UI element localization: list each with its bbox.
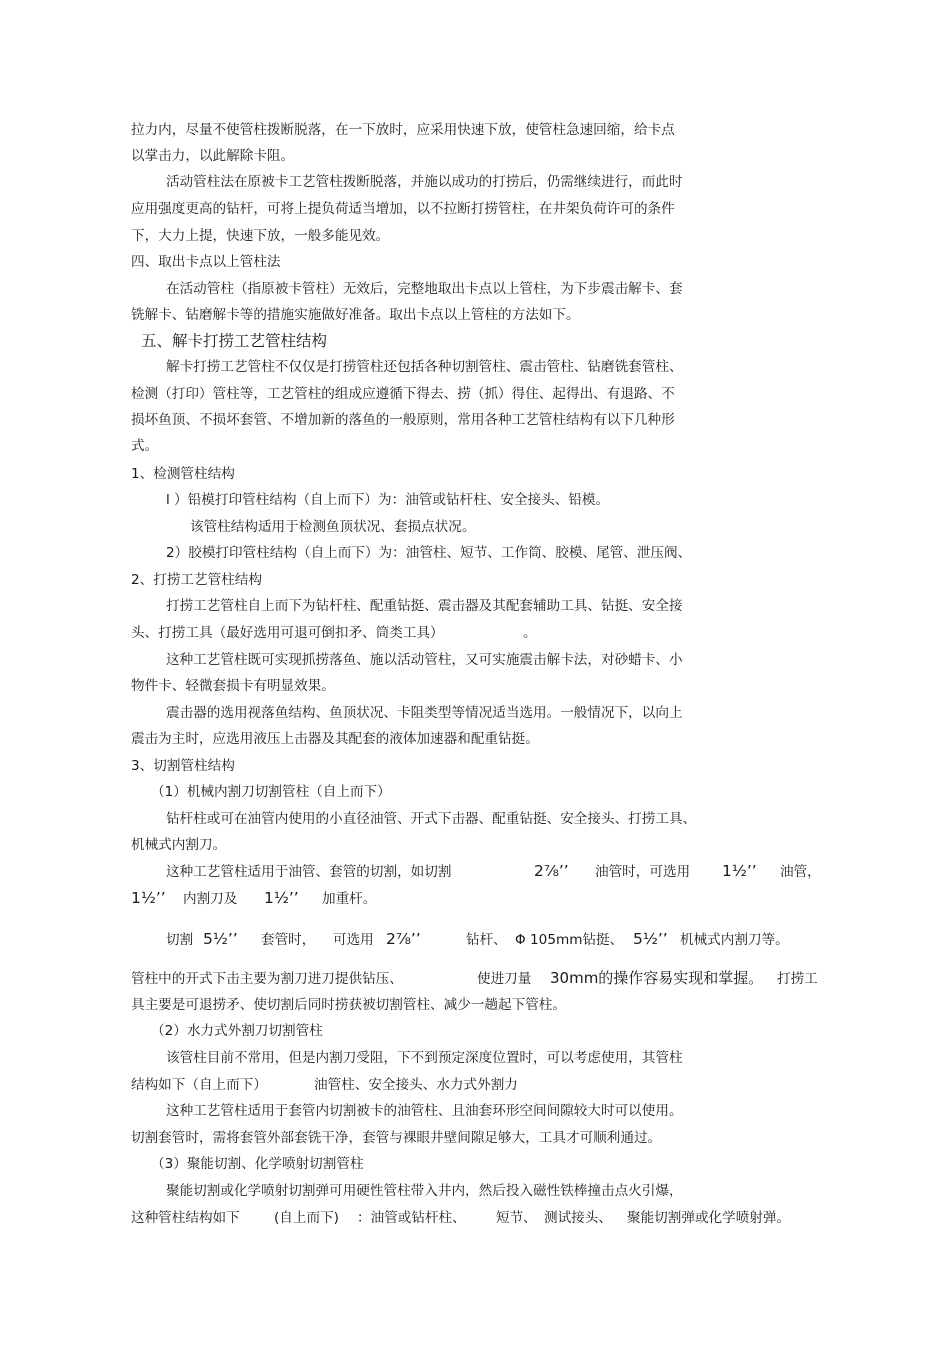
- fraction-value: 1½’’: [131, 889, 166, 907]
- text-line: 内割刀及: [183, 891, 238, 907]
- text-line: 打捞工: [777, 971, 818, 987]
- text-line: 可选用: [333, 932, 374, 948]
- text-line: 使进刀量: [477, 971, 532, 987]
- text-line: 应用强度更高的钻杆，可将上提负荷适当增加，以不拉断打捞管柱，在井架负荷许可的条件: [131, 201, 675, 217]
- text-line: （3）聚能切割、化学喷射切割管柱: [151, 1156, 364, 1172]
- text-line: 该管柱结构适用于检测鱼顶状况、套损点状况。: [190, 519, 476, 535]
- text-line: 2）胶模打印管柱结构（自上而下）为：油管柱、短节、工作筒、胶模、尾管、泄压阀、: [166, 545, 692, 561]
- text-line: 物件卡、轻微套损卡有明显效果。: [131, 678, 335, 694]
- text-line: Φ 105mm钻挺、: [515, 932, 624, 948]
- text-line: 该管柱目前不常用，但是内割刀受阻，下不到预定深度位置时，可以考虑使用，其管柱: [166, 1050, 683, 1066]
- fraction-value: 2⅞’’: [386, 930, 421, 948]
- text-line: （1）机械内割刀切割管柱（自上而下）: [151, 784, 391, 800]
- subsection-heading: 1、检测管柱结构: [131, 466, 235, 482]
- text-line: 30mm的操作容易实现和掌握。: [550, 969, 764, 987]
- text-line: 管柱中的开式下击主要为割刀进刀提供钻压、: [131, 971, 403, 987]
- text-line: （2）水力式外割刀切割管柱: [151, 1023, 323, 1039]
- text-line: 聚能切割弹或化学喷射弹。: [627, 1210, 791, 1226]
- section-heading: 四、取出卡点以上管柱法: [131, 254, 281, 270]
- text-line: 具主要是可退捞矛、使切割后同时捞获被切割管柱、减少一趟起下管柱。: [131, 997, 566, 1013]
- text-line: 检测（打印）管柱等，工艺管柱的组成应遵循下得去、捞（抓）得住、起得出、有退路、不: [131, 386, 675, 402]
- fraction-value: 2⅞’’: [534, 862, 569, 880]
- text-line: 以掌击力，以此解除卡阻。: [131, 148, 295, 164]
- text-line: 头、打捞工具（最好选用可退可倒扣矛、筒类工具）: [131, 625, 444, 641]
- fraction-value: 1½’’: [264, 889, 299, 907]
- text-line: 解卡打捞工艺管柱不仅仅是打捞管柱还包括各种切割管柱、震击管柱、钻磨铣套管柱、: [166, 359, 683, 375]
- text-line: 这种工艺管柱适用于套管内切割被卡的油管柱、且油套环形空间间隙较大时可以使用。: [166, 1103, 683, 1119]
- text-line: ：油管或钻杆柱、: [357, 1210, 466, 1226]
- text-line: 损坏鱼顶、不损坏套管、不增加新的落鱼的一般原则，常用各种工艺管柱结构有以下几种形: [131, 412, 675, 428]
- fraction-value: 1½’’: [722, 862, 757, 880]
- text-line: 加重杆。: [322, 891, 377, 907]
- text-line: 机械式内割刀。: [131, 837, 227, 853]
- text-line: 这种管柱结构如下: [131, 1210, 240, 1226]
- text-line: (自上而下): [274, 1210, 339, 1226]
- text-line: 短节、: [496, 1210, 537, 1226]
- fraction-value: 5½’’: [633, 930, 668, 948]
- text-line: 震击器的选用视落鱼结构、鱼顶状况、卡阻类型等情况适当选用。一般情况下，以向上: [166, 705, 683, 721]
- text-line: 拉力内，尽量不使管柱拨断脱落，在一下放时，应采用快速下放，使管柱急速回缩，给卡点: [131, 122, 675, 138]
- text-line: 铣解卡、钻磨解卡等的措施实施做好准备。取出卡点以上管柱的方法如下。: [131, 307, 580, 323]
- text-line: 钻杆柱或可在油管内使用的小直径油管、开式下击器、配重钻挺、安全接头、打捞工具、: [166, 811, 697, 827]
- text-line: 这种工艺管柱适用于油管、套管的切割，如切割: [166, 864, 452, 880]
- subsection-heading: 3、切割管柱结构: [131, 758, 235, 774]
- text-line: 油管时，可选用: [595, 864, 691, 880]
- text-line: 震击为主时，应选用液压上击器及其配套的液体加速器和配重钻挺。: [131, 731, 539, 747]
- text-line: 活动管柱法在原被卡工艺管柱拨断脱落，并施以成功的打捞后，仍需继续进行，而此时: [166, 174, 683, 190]
- subsection-heading: 2、打捞工艺管柱结构: [131, 572, 262, 588]
- text-line: 切割套管时，需将套管外部套铣干净，套管与裸眼井壁间隙足够大，工具才可顺利通过。: [131, 1130, 662, 1146]
- text-line: 机械式内割刀等。: [680, 932, 789, 948]
- text-line: 结构如下（自上而下）: [131, 1077, 267, 1093]
- text-line: 油管，: [780, 864, 821, 880]
- fraction-value: 5½’’: [203, 930, 238, 948]
- text-line: 在活动管柱（指原被卡管柱）无效后，完整地取出卡点以上管柱，为下步震击解卡、套: [166, 281, 683, 297]
- text-line: 式。: [131, 438, 159, 454]
- text-line: 这种工艺管柱既可实现抓捞落鱼、施以活动管柱，又可实施震击解卡法，对砂蜡卡、小: [166, 652, 683, 668]
- text-line: 测试接头、: [544, 1210, 612, 1226]
- text-line: 钻杆、: [466, 932, 507, 948]
- section-heading: 五、解卡打捞工艺管柱结构: [141, 332, 328, 350]
- text-line: 聚能切割或化学喷射切割弹可用硬性管柱带入井内，然后投入磁性铁棒撞击点火引爆，: [166, 1183, 683, 1199]
- text-line: 套管时，: [261, 932, 316, 948]
- text-line: 切割: [166, 932, 194, 948]
- text-line: 。: [523, 625, 537, 641]
- text-line: 油管柱、安全接头、水力式外割力: [314, 1077, 518, 1093]
- text-line: 下，大力上提，快速下放，一般多能见效。: [131, 228, 390, 244]
- text-line: l ）铅模打印管柱结构（自上而下）为：油管或钻杆柱、安全接头、铅模。: [166, 492, 610, 508]
- text-line: 打捞工艺管柱自上而下为钻杆柱、配重钻挺、震击器及其配套辅助工具、钻挺、安全接: [166, 598, 683, 614]
